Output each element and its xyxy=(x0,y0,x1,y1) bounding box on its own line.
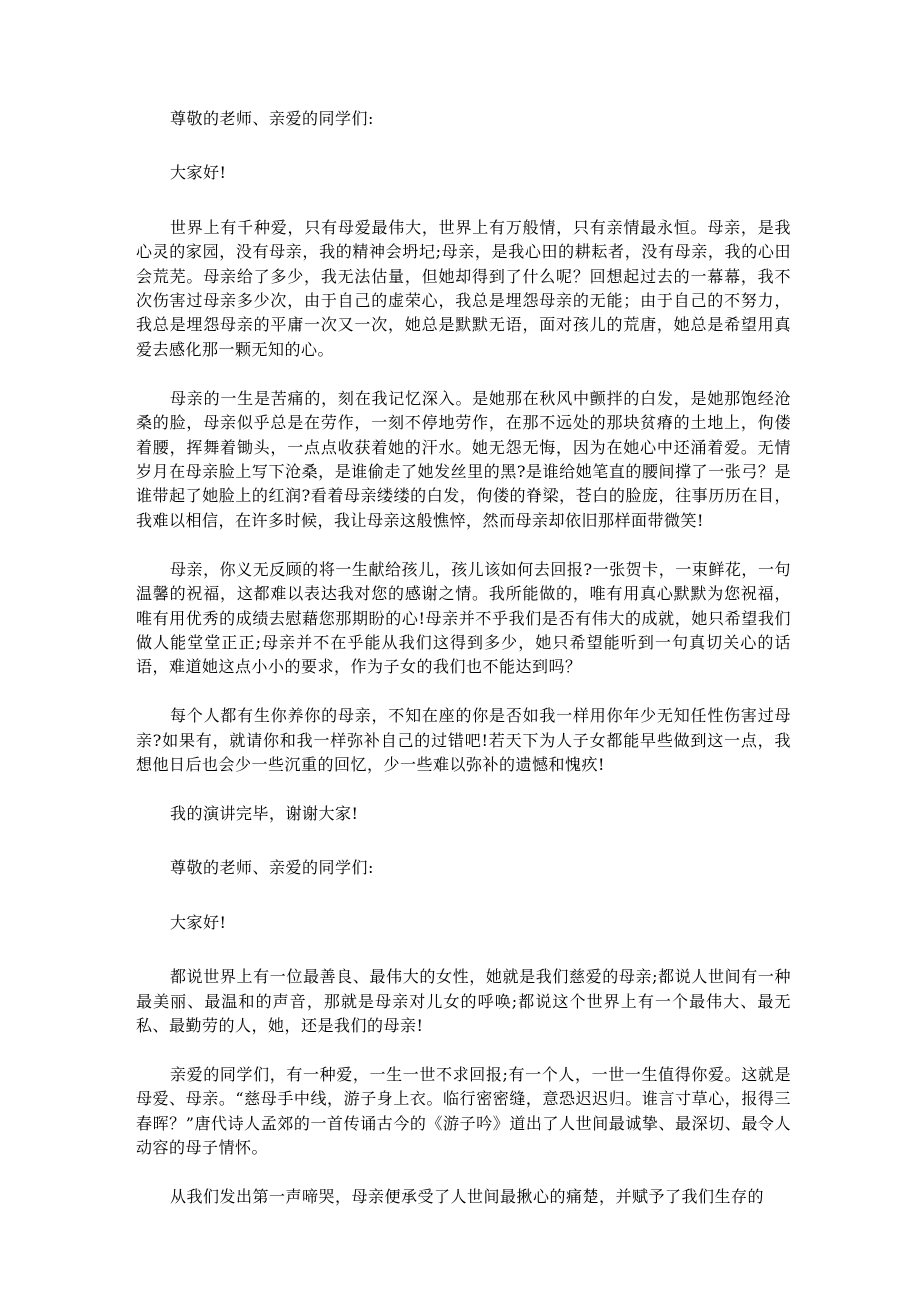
greeting: 大家好! xyxy=(170,912,227,932)
body-paragraph: 亲爱的同学们，有一种爱，一生一世不求回报;有一个人，一世一生值得你爱。这就是母爱、母亲。“慈母手中线，游子身上衣。临行密密缝，意恐迟迟归。谁言寸草心，报得三春晖？”唐代诗人孟郊的一首传诵古今的《游子吟》道出了人世间最诚挚、最深切、最令人动容的母子情怀。 xyxy=(136,1064,791,1158)
salutation: 尊敬的老师、亲爱的同学们: xyxy=(170,109,374,128)
body-paragraph: 世界上有千种爱，只有母爱最伟大，世界上有万般情，只有亲情最永恒。母亲，是我心灵的家园，没有母亲，我的精神会坍圮;母亲，是我心田的耕耘者，没有母亲，我的心田会荒芜。母亲给了多少，我无法估量，但她却得到了什么呢？回想起过去的一幕幕，我不次伤害过母亲多少次，由于自己的虚荣心，我总是埋怨母亲的无能；由于自己的不努力，我总是埋怨母亲的平庸一次又一次，她总是默默无语，面对孩儿的荒唐，她总是希望用真爱去感化那一颗无知的心。 xyxy=(136,217,791,359)
closing-line: 我的演讲完毕，谢谢大家! xyxy=(170,803,359,823)
body-paragraph: 从我们发出第一声啼哭，母亲便承受了人世间最揪心的痛楚，并赋予了我们生存的 xyxy=(170,1187,765,1206)
document-body xyxy=(136,107,791,1234)
salutation: 尊敬的老师、亲爱的同学们: xyxy=(170,858,374,878)
body-paragraph: 母亲，你义无反顾的将一生献给孩儿，孩儿该如何去回报?一张贺卡，一束鲜花，一句温馨的祝福，这都难以表达我对您的感谢之情。我所能做的，唯有用真心默默为您祝福，唯有用优秀的成绩去慰藉您那期盼的心!母亲并不乎我们是否有伟大的成就，她只希望我们做人能堂堂正正;母亲并不在乎能从我们这得到多少，她只希望能听到一句真切关心的话语，难道她这点小小的要求，作为子女的我们也不能达到吗？ xyxy=(136,559,791,677)
body-paragraph: 母亲的一生是苦痛的，刻在我记忆深入。是她那在秋风中颤拌的白发，是她那饱经沧桑的脸，母亲似乎总是在劳作，一刻不停地劳作，在那不远处的那块贫瘠的土地上，佝偻着腰，挥舞着锄头，一点点收获着她的汗水。她无怨无悔，因为在她心中还涌着爱。无情岁月在母亲脸上写下沧桑，是谁偷走了她发丝里的黑?是谁给她笔直的腰间撑了一张弓？是谁带起了她脸上的红润?看着母亲缕缕的白发，佝偻的脊梁，苍白的脸庞，往事历历在目，我难以相信，在许多时候，我让母亲这般憔悴，然而母亲却依旧那样面带微笑! xyxy=(136,388,791,530)
body-paragraph: 每个人都有生你养你的母亲，不知在座的你是否如我一样用你年少无知任性伤害过母亲?如果有，就请你和我一样弥补自己的过错吧!若天下为人子女都能早些做到这一点，我想他日后也会少一些沉重的回忆，少一些难以弥补的遗憾和愧疚! xyxy=(136,706,791,775)
greeting: 大家好! xyxy=(170,163,227,183)
body-paragraph: 都说世界上有一位最善良、最伟大的女性，她就是我们慈爱的母亲;都说人世间有一种最美丽、最温和的声音，那就是母亲对儿女的呼唤;都说这个世界上有一个最伟大、最无私、最勤劳的人，她，还是我们的母亲! xyxy=(136,967,791,1035)
